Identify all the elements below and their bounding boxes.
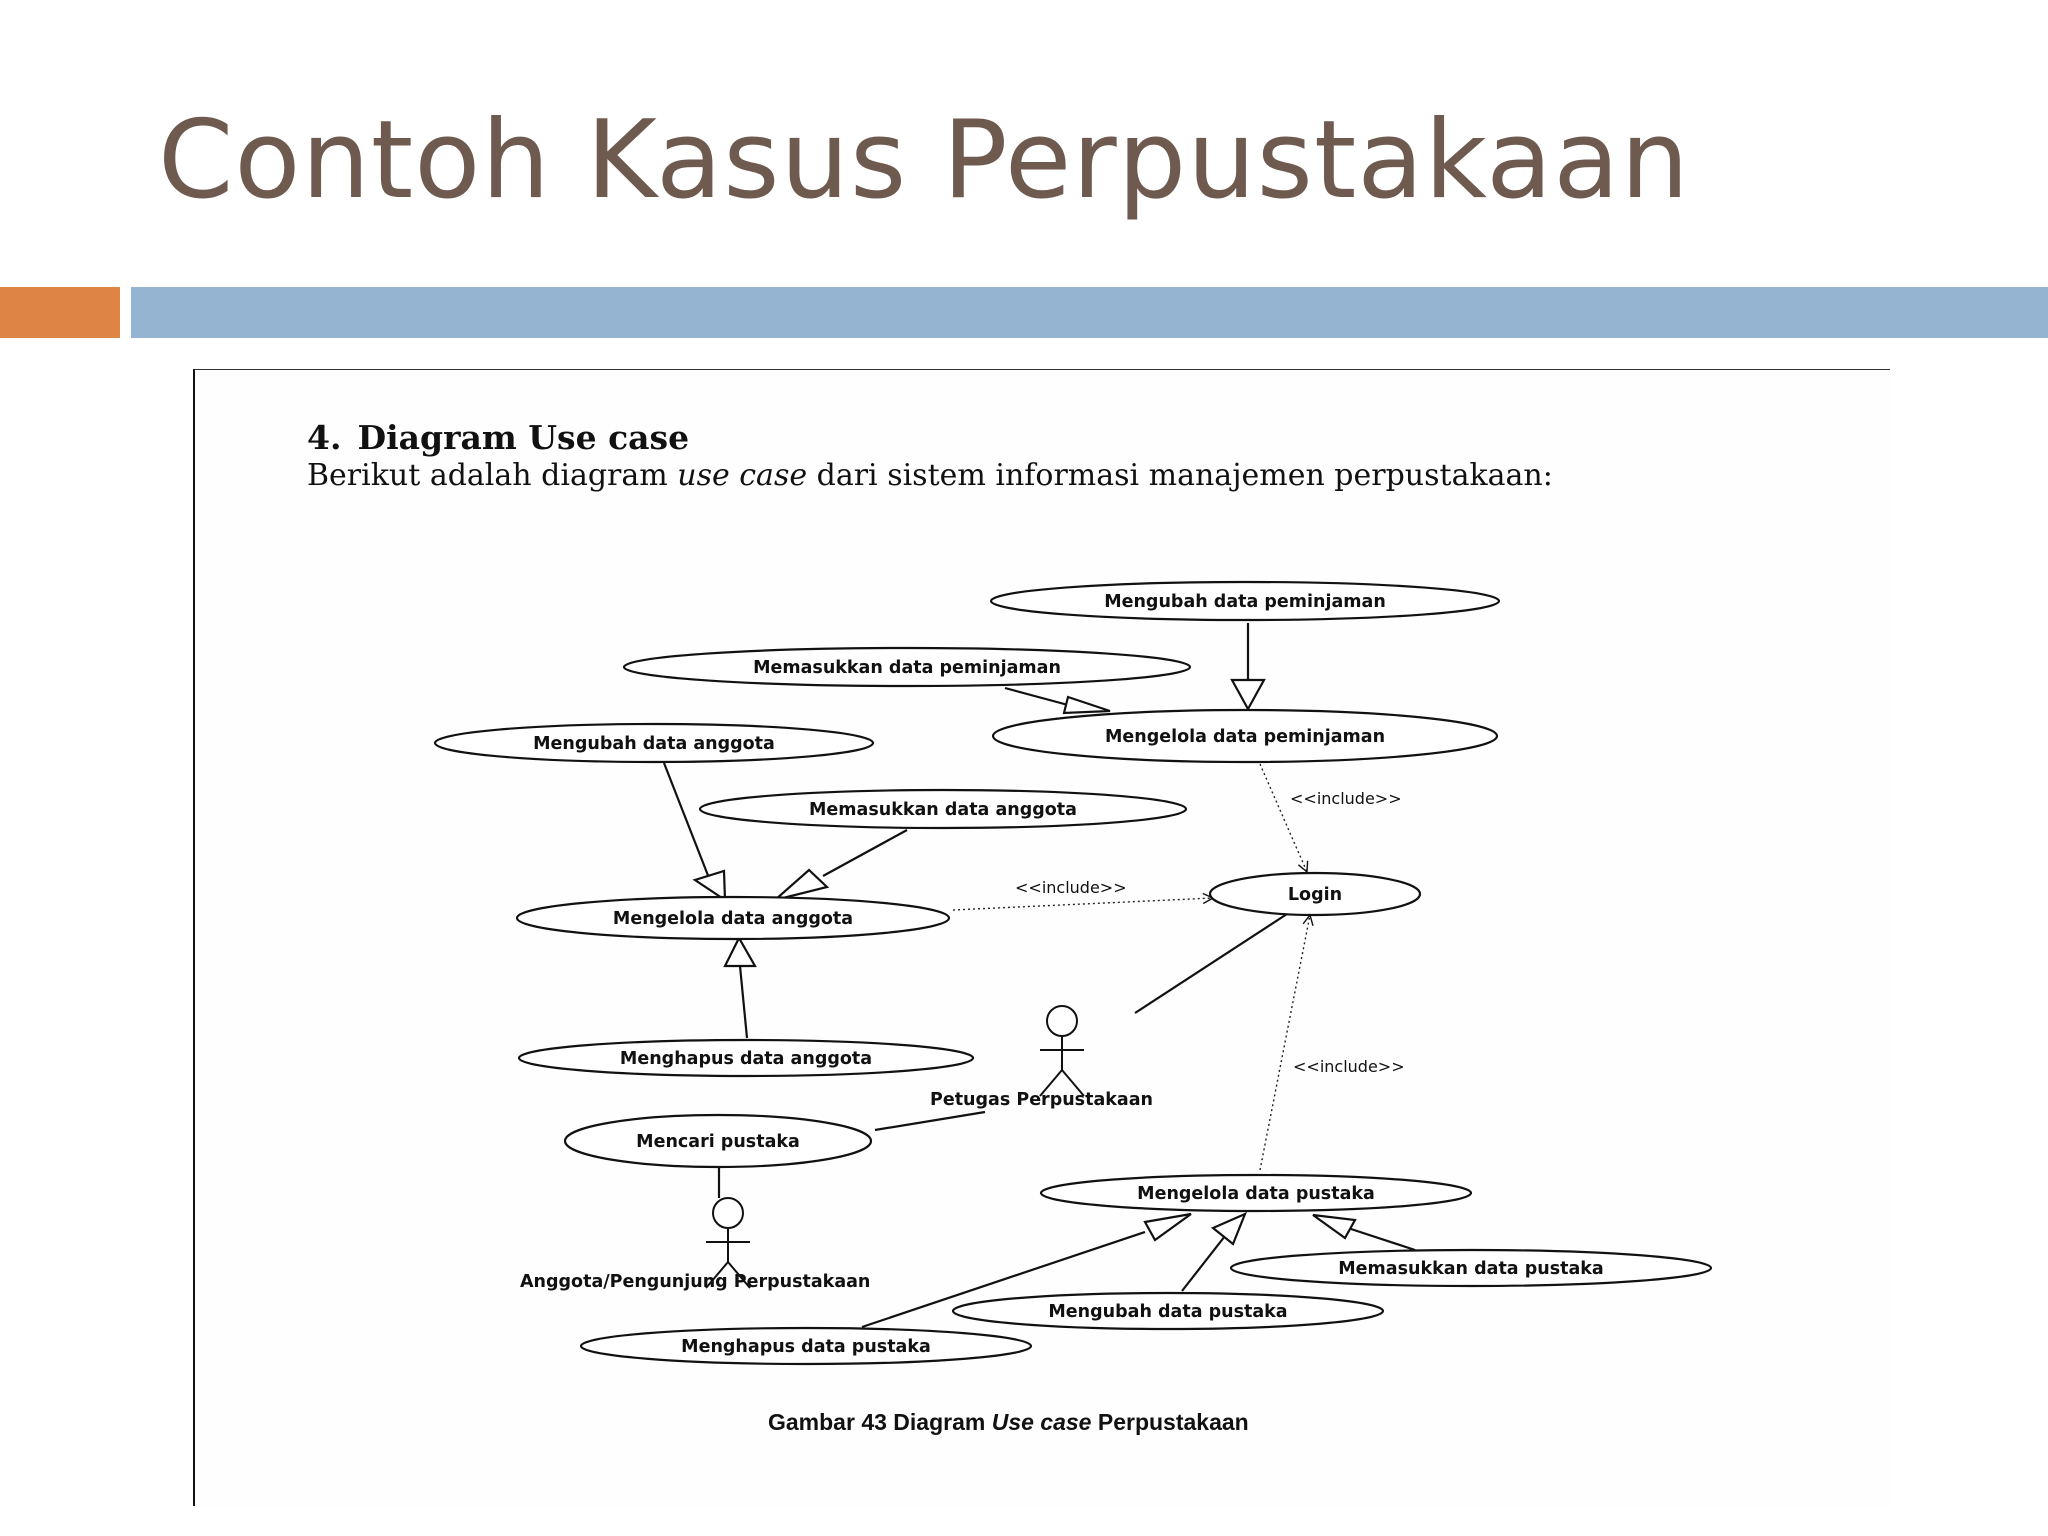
use-case-login: Login: [1287, 885, 1343, 905]
generalization-triangle: [775, 870, 827, 900]
edge-ubah-pustaka: [1182, 1236, 1225, 1291]
use-case-kelola-peminjaman: Mengelola data peminjaman: [1104, 727, 1386, 747]
include-edge-pinjam-login: [1260, 764, 1307, 872]
include-label: <<include>>: [1015, 878, 1127, 897]
edge-masuk-anggota: [823, 830, 907, 876]
edge-hapus-anggota: [740, 966, 747, 1038]
assoc-petugas-login: [1135, 914, 1287, 1013]
generalization-triangle: [725, 938, 755, 966]
use-case-ubah-anggota: Mengubah data anggota: [533, 734, 775, 754]
edge-ubah-anggota: [664, 763, 709, 878]
generalization-triangle: [1313, 1215, 1355, 1238]
scanned-document: [193, 369, 1890, 1506]
edge-masuk-pustaka: [1351, 1229, 1415, 1250]
actor-label-anggota: Anggota/Pengunjung Perpustakaan: [520, 1272, 871, 1292]
actor-head-icon: [713, 1198, 743, 1228]
include-label: <<include>>: [1293, 1057, 1405, 1076]
use-case-cari-pustaka: Mencari pustaka: [636, 1132, 800, 1152]
accent-bar-orange: [0, 287, 120, 338]
use-case-diagram: [195, 370, 1890, 1506]
edge-masuk-pinjam: [1005, 688, 1068, 705]
figure-caption: [768, 1409, 1249, 1435]
use-case-kelola-anggota: Mengelola data anggota: [612, 909, 854, 929]
use-case-masuk-peminjaman: Memasukkan data peminjaman: [753, 658, 1061, 678]
intro-text-1: Berikut adalah diagram: [307, 458, 678, 493]
caption-part-1: Gambar 43 Diagram: [768, 1409, 992, 1435]
section-heading-text: Diagram Use case: [357, 418, 690, 457]
use-case-kelola-pustaka: Mengelola data pustaka: [1137, 1184, 1375, 1204]
generalization-triangle: [695, 871, 725, 900]
actor-petugas: [1040, 1006, 1084, 1096]
accent-bar-blue: [131, 287, 2048, 338]
caption-part-2: Perpustakaan: [1091, 1409, 1249, 1435]
caption-part-em: Use case: [991, 1409, 1092, 1435]
generalization-triangle: [1232, 680, 1264, 709]
actor-label-petugas: Petugas Perpustakaan: [930, 1090, 1153, 1110]
intro-text-em: use case: [677, 458, 808, 493]
use-case-hapus-anggota: Menghapus data anggota: [619, 1049, 873, 1069]
generalization-triangle: [1064, 697, 1110, 713]
slide-title: Contoh Kasus Perpustakaan: [158, 98, 1690, 223]
assoc-petugas-cari: [875, 1112, 985, 1130]
include-edge-pustaka-login: [1260, 915, 1310, 1170]
use-case-masuk-pustaka: Memasukkan data pustaka: [1338, 1259, 1604, 1279]
include-label: <<include>>: [1290, 789, 1402, 808]
section-number: 4.: [307, 418, 342, 457]
use-case-ubah-pustaka: Mengubah data pustaka: [1048, 1302, 1288, 1322]
intro-text-2: dari sistem informasi manajemen perpustakaan:: [807, 458, 1553, 493]
use-case-masuk-anggota: Memasukkan data anggota: [809, 800, 1077, 820]
actor-head-icon: [1047, 1006, 1077, 1036]
generalization-triangle: [1213, 1214, 1245, 1244]
include-edge-anggota-login: [953, 898, 1213, 910]
generalization-triangle: [1145, 1214, 1191, 1240]
use-case-hapus-pustaka: Menghapus data pustaka: [681, 1337, 931, 1357]
use-case-ubah-peminjaman: Mengubah data peminjaman: [1104, 592, 1386, 612]
